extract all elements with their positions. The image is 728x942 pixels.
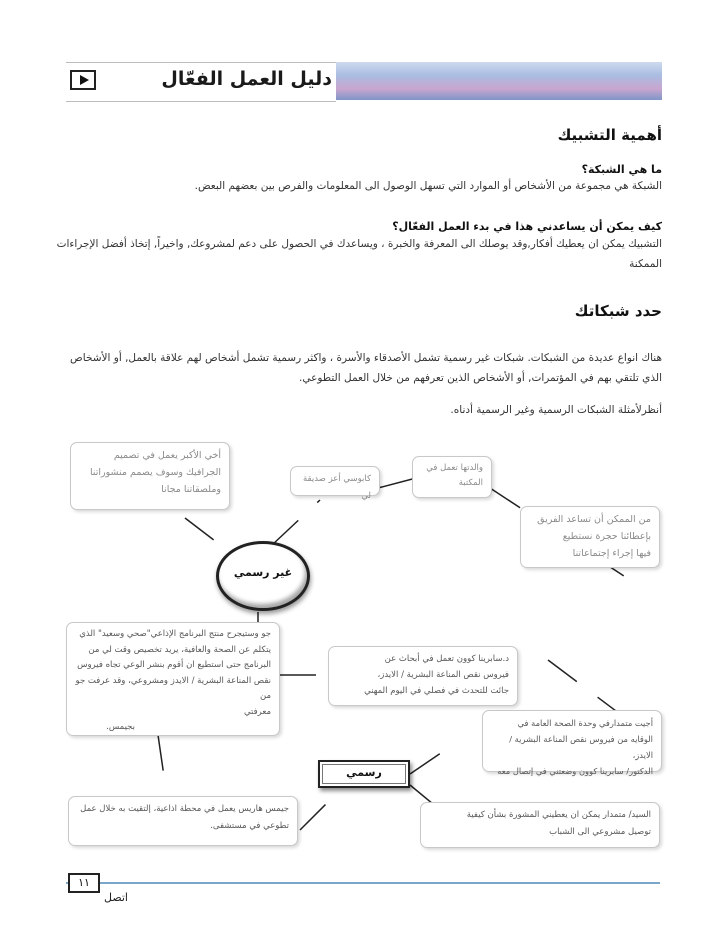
box-line: يتكلم عن الصحة والعافية، يريد تخصيص وقت لي من xyxy=(88,644,271,655)
answer-how-help-line2: الممكنة xyxy=(629,258,662,270)
formal-box-madar xyxy=(420,802,660,848)
formal-box-james xyxy=(68,796,298,846)
networks-paragraph-line2: الذي تلتقي بهم في المؤتمرات, أو الأشخاص الذين تعرفهم من خلال العمل التطوعي. xyxy=(298,372,662,384)
box-line: جو وستيجرح منتج البرنامج الإذاعي"صحي وسعيد" الذي xyxy=(79,629,271,639)
box-line: وملصقاتنا مجانا xyxy=(161,484,221,495)
box-line: أخي الأكبر يعمل في تصميم xyxy=(113,450,221,461)
box-line: الدكتور/ سابرينا كوون وضعتني في إتصال معه xyxy=(497,766,653,776)
box-line: المكتبة xyxy=(458,478,483,488)
box-line: جيمس هاريس يعمل في محطة اذاعية، إلتقيت به خلال عمل xyxy=(80,804,289,814)
footer-rule xyxy=(66,882,660,884)
box-line: الوقايه من فيروس نقص المناعة البشرية / الايدز، xyxy=(509,734,653,760)
box-line: بإعطائنا حجرة نستطيع xyxy=(562,531,651,542)
box-line: نقص المناعة البشرية / الايدز ومشروعي، وقد عرفت جو من xyxy=(75,675,271,701)
formal-node-label: رسمي xyxy=(346,766,382,779)
question-what-is-network: ما هي الشبكة؟ xyxy=(581,163,662,176)
box-line: البرنامج حتى استطيع ان أقوم بنشر الوعي تجاه فيروس xyxy=(77,660,271,670)
formal-box-joe xyxy=(66,622,280,736)
box-line: جائت للتحدث في فصلي في اليوم المهني xyxy=(364,686,509,696)
box-line: من الممكن أن تساعد الفريق xyxy=(537,514,651,525)
connector-formal-ajit xyxy=(410,740,460,774)
section-heading-importance: أهمية التشبيك xyxy=(557,126,662,144)
box-line: بجيمس. xyxy=(106,722,135,732)
box-line: السيد/ متمدار يمكن ان يعطيني المشورة بشأن كيفية xyxy=(466,810,651,820)
section-heading-identify-networks: حدد شبكاتك xyxy=(574,302,662,320)
informal-box-mother xyxy=(412,456,492,498)
informal-box-friend xyxy=(290,466,380,501)
box-line: د.سابرينا كوون تعمل في أبحاث عن xyxy=(384,654,509,664)
box-line: والدتها تعمل في xyxy=(426,463,483,473)
page-number: ١١ xyxy=(68,873,100,893)
box-line: تطوعي في مستشفى. xyxy=(210,821,289,831)
answer-what-is-network: الشبكة هي مجموعة من الأشخاص أو الموارد التي تسهل الوصول الى المعلومات والفرص بين بعضهم البعض. xyxy=(194,180,662,192)
informal-node-label: غير رسمي xyxy=(233,566,293,579)
box-line: الجرافيك وسوف يصمم منشوراتنا xyxy=(90,467,221,478)
connector-joe-james xyxy=(158,735,166,790)
page-title: دليل العمل الفعّال xyxy=(161,68,332,90)
box-line: فيروس نقص المناعة البشرية / الايدز، xyxy=(377,670,509,680)
box-line: معرفتي xyxy=(243,706,271,717)
box-line: أجيت متمدارفي وحدة الصحة العامة في xyxy=(517,718,653,728)
footer-section-label: اتصل xyxy=(104,891,128,904)
connector-informal-friend xyxy=(272,500,320,545)
box-line: توصيل مشروعي الى الشباب xyxy=(549,827,651,837)
examples-intro: أنظرلأمثلة الشبكات الرسمية وغير الرسمية أدناه. xyxy=(450,404,662,416)
answer-how-help-line1: التشبيك يمكن ان يعطيك أفكار,وقد يوصلك الى المعرفة والخبرة ، ويساعدك في الحصول على دعم لمشروعك, واخيراً, إتخاذ أفضل الإجراءات xyxy=(56,238,662,250)
connector-formal-james xyxy=(300,790,340,830)
box-line: كابوسي أعز صديقة لي xyxy=(302,474,371,501)
formal-box-ajit xyxy=(482,710,662,776)
networks-paragraph-line1: هناك انواع عديدة من الشبكات. شبكات غير رسمية تشمل الأصدقاء والأسرة ، واكثر رسمية تشمل أشخاص لهم علاقة بالعمل, أو الأشخاص xyxy=(70,352,662,364)
informal-box-library-room xyxy=(520,506,660,568)
informal-box-brother xyxy=(70,442,230,510)
formal-box-sabrina xyxy=(328,646,518,706)
question-how-help: كيف يمكن أن يساعدني هذا في بدء العمل الفعّال؟ xyxy=(392,220,662,233)
box-line: فيها إجراء إجتماعاتنا xyxy=(572,548,651,559)
